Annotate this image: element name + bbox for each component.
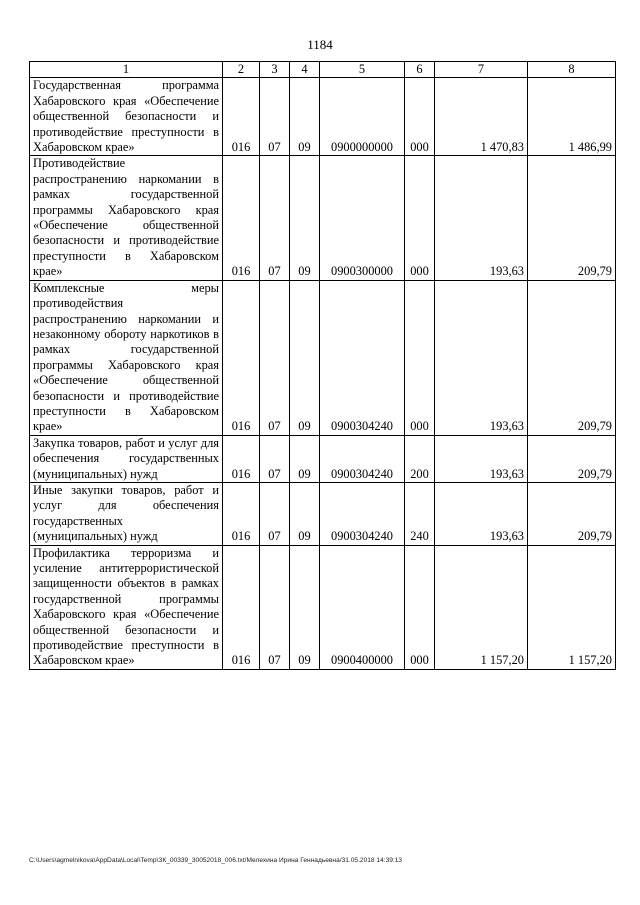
row-subsection: 09 bbox=[290, 78, 320, 156]
row-amount-2: 209,79 bbox=[528, 435, 616, 482]
col-header-8: 8 bbox=[528, 62, 616, 78]
table-row bbox=[30, 156, 616, 280]
col-header-3: 3 bbox=[260, 62, 290, 78]
budget-table bbox=[29, 61, 616, 670]
row-name-cell bbox=[30, 280, 223, 435]
row-name: Комплексные меры противодействия распространению наркомании и незаконному обороту наркотиков в рамках государственной программы Хабаровского края «Обеспечение общественной безопасности и противодействие преступности в Хабаровском крае» bbox=[33, 280, 219, 434]
row-ministry-code: 016 bbox=[223, 545, 260, 669]
row-section: 07 bbox=[260, 280, 290, 435]
row-target-article: 0900304240 bbox=[320, 435, 405, 482]
table-row bbox=[30, 435, 616, 482]
row-section: 07 bbox=[260, 545, 290, 669]
row-expense-type: 000 bbox=[405, 280, 435, 435]
row-expense-type: 000 bbox=[405, 78, 435, 156]
row-amount-1: 1 157,20 bbox=[435, 545, 528, 669]
row-section: 07 bbox=[260, 482, 290, 545]
row-amount-2: 209,79 bbox=[528, 280, 616, 435]
row-name-cell bbox=[30, 482, 223, 545]
row-target-article: 0900304240 bbox=[320, 482, 405, 545]
row-amount-2: 1 486,99 bbox=[528, 78, 616, 156]
table-row bbox=[30, 78, 616, 156]
row-ministry-code: 016 bbox=[223, 482, 260, 545]
row-section: 07 bbox=[260, 156, 290, 280]
row-amount-1: 193,63 bbox=[435, 482, 528, 545]
row-amount-1: 193,63 bbox=[435, 156, 528, 280]
row-name-cell bbox=[30, 78, 223, 156]
row-name: Профилактика терроризма и усиление антитеррористической защищенности объектов в рамках государственной программы Хабаровского края «Обеспечение общественной безопасности и противодействие преступности в Хабаровском крае» bbox=[33, 545, 219, 668]
col-header-5: 5 bbox=[320, 62, 405, 78]
row-name: Противодействие распространению наркомании в рамках государственной программы Хабаровского края «Обеспечение общественной безопасности и противодействие преступности в Хабаровском крае» bbox=[33, 156, 219, 279]
row-name: Закупка товаров, работ и услуг для обеспечения государственных (муниципальных) нужд bbox=[33, 435, 219, 481]
row-amount-1: 193,63 bbox=[435, 435, 528, 482]
row-subsection: 09 bbox=[290, 280, 320, 435]
row-ministry-code: 016 bbox=[223, 435, 260, 482]
col-header-1: 1 bbox=[30, 62, 223, 78]
row-expense-type: 000 bbox=[405, 545, 435, 669]
row-amount-2: 1 157,20 bbox=[528, 545, 616, 669]
row-target-article: 0900400000 bbox=[320, 545, 405, 669]
col-header-6: 6 bbox=[405, 62, 435, 78]
row-section: 07 bbox=[260, 78, 290, 156]
row-expense-type: 240 bbox=[405, 482, 435, 545]
file-path-footer: C:\Users\agmelnikova\AppData\Local\Temp\ЗК_00339_30052018_006.txt/Мелехина Ирина Геннадьевна/31.05.2018 14:39:13 bbox=[29, 857, 403, 864]
page-number: 1184 bbox=[307, 37, 333, 52]
row-ministry-code: 016 bbox=[223, 280, 260, 435]
row-amount-2: 209,79 bbox=[528, 156, 616, 280]
row-subsection: 09 bbox=[290, 545, 320, 669]
row-subsection: 09 bbox=[290, 156, 320, 280]
row-expense-type: 200 bbox=[405, 435, 435, 482]
col-header-2: 2 bbox=[223, 62, 260, 78]
row-target-article: 0900304240 bbox=[320, 280, 405, 435]
row-name-cell bbox=[30, 156, 223, 280]
row-name-cell bbox=[30, 545, 223, 669]
row-ministry-code: 016 bbox=[223, 78, 260, 156]
row-expense-type: 000 bbox=[405, 156, 435, 280]
row-amount-2: 209,79 bbox=[528, 482, 616, 545]
col-header-7: 7 bbox=[435, 62, 528, 78]
col-header-4: 4 bbox=[290, 62, 320, 78]
table-row bbox=[30, 280, 616, 435]
row-amount-1: 1 470,83 bbox=[435, 78, 528, 156]
table-row bbox=[30, 482, 616, 545]
header-row bbox=[30, 62, 616, 78]
row-name: Государственная программа Хабаровского края «Обеспечение общественной безопасности и противодействие преступности в Хабаровском крае» bbox=[33, 78, 219, 155]
row-ministry-code: 016 bbox=[223, 156, 260, 280]
row-target-article: 0900000000 bbox=[320, 78, 405, 156]
row-section: 07 bbox=[260, 435, 290, 482]
row-subsection: 09 bbox=[290, 482, 320, 545]
row-subsection: 09 bbox=[290, 435, 320, 482]
table-row bbox=[30, 545, 616, 669]
row-target-article: 0900300000 bbox=[320, 156, 405, 280]
row-amount-1: 193,63 bbox=[435, 280, 528, 435]
row-name: Иные закупки товаров, работ и услуг для обеспечения государственных (муниципальных) нужд bbox=[33, 482, 219, 544]
row-name-cell bbox=[30, 435, 223, 482]
